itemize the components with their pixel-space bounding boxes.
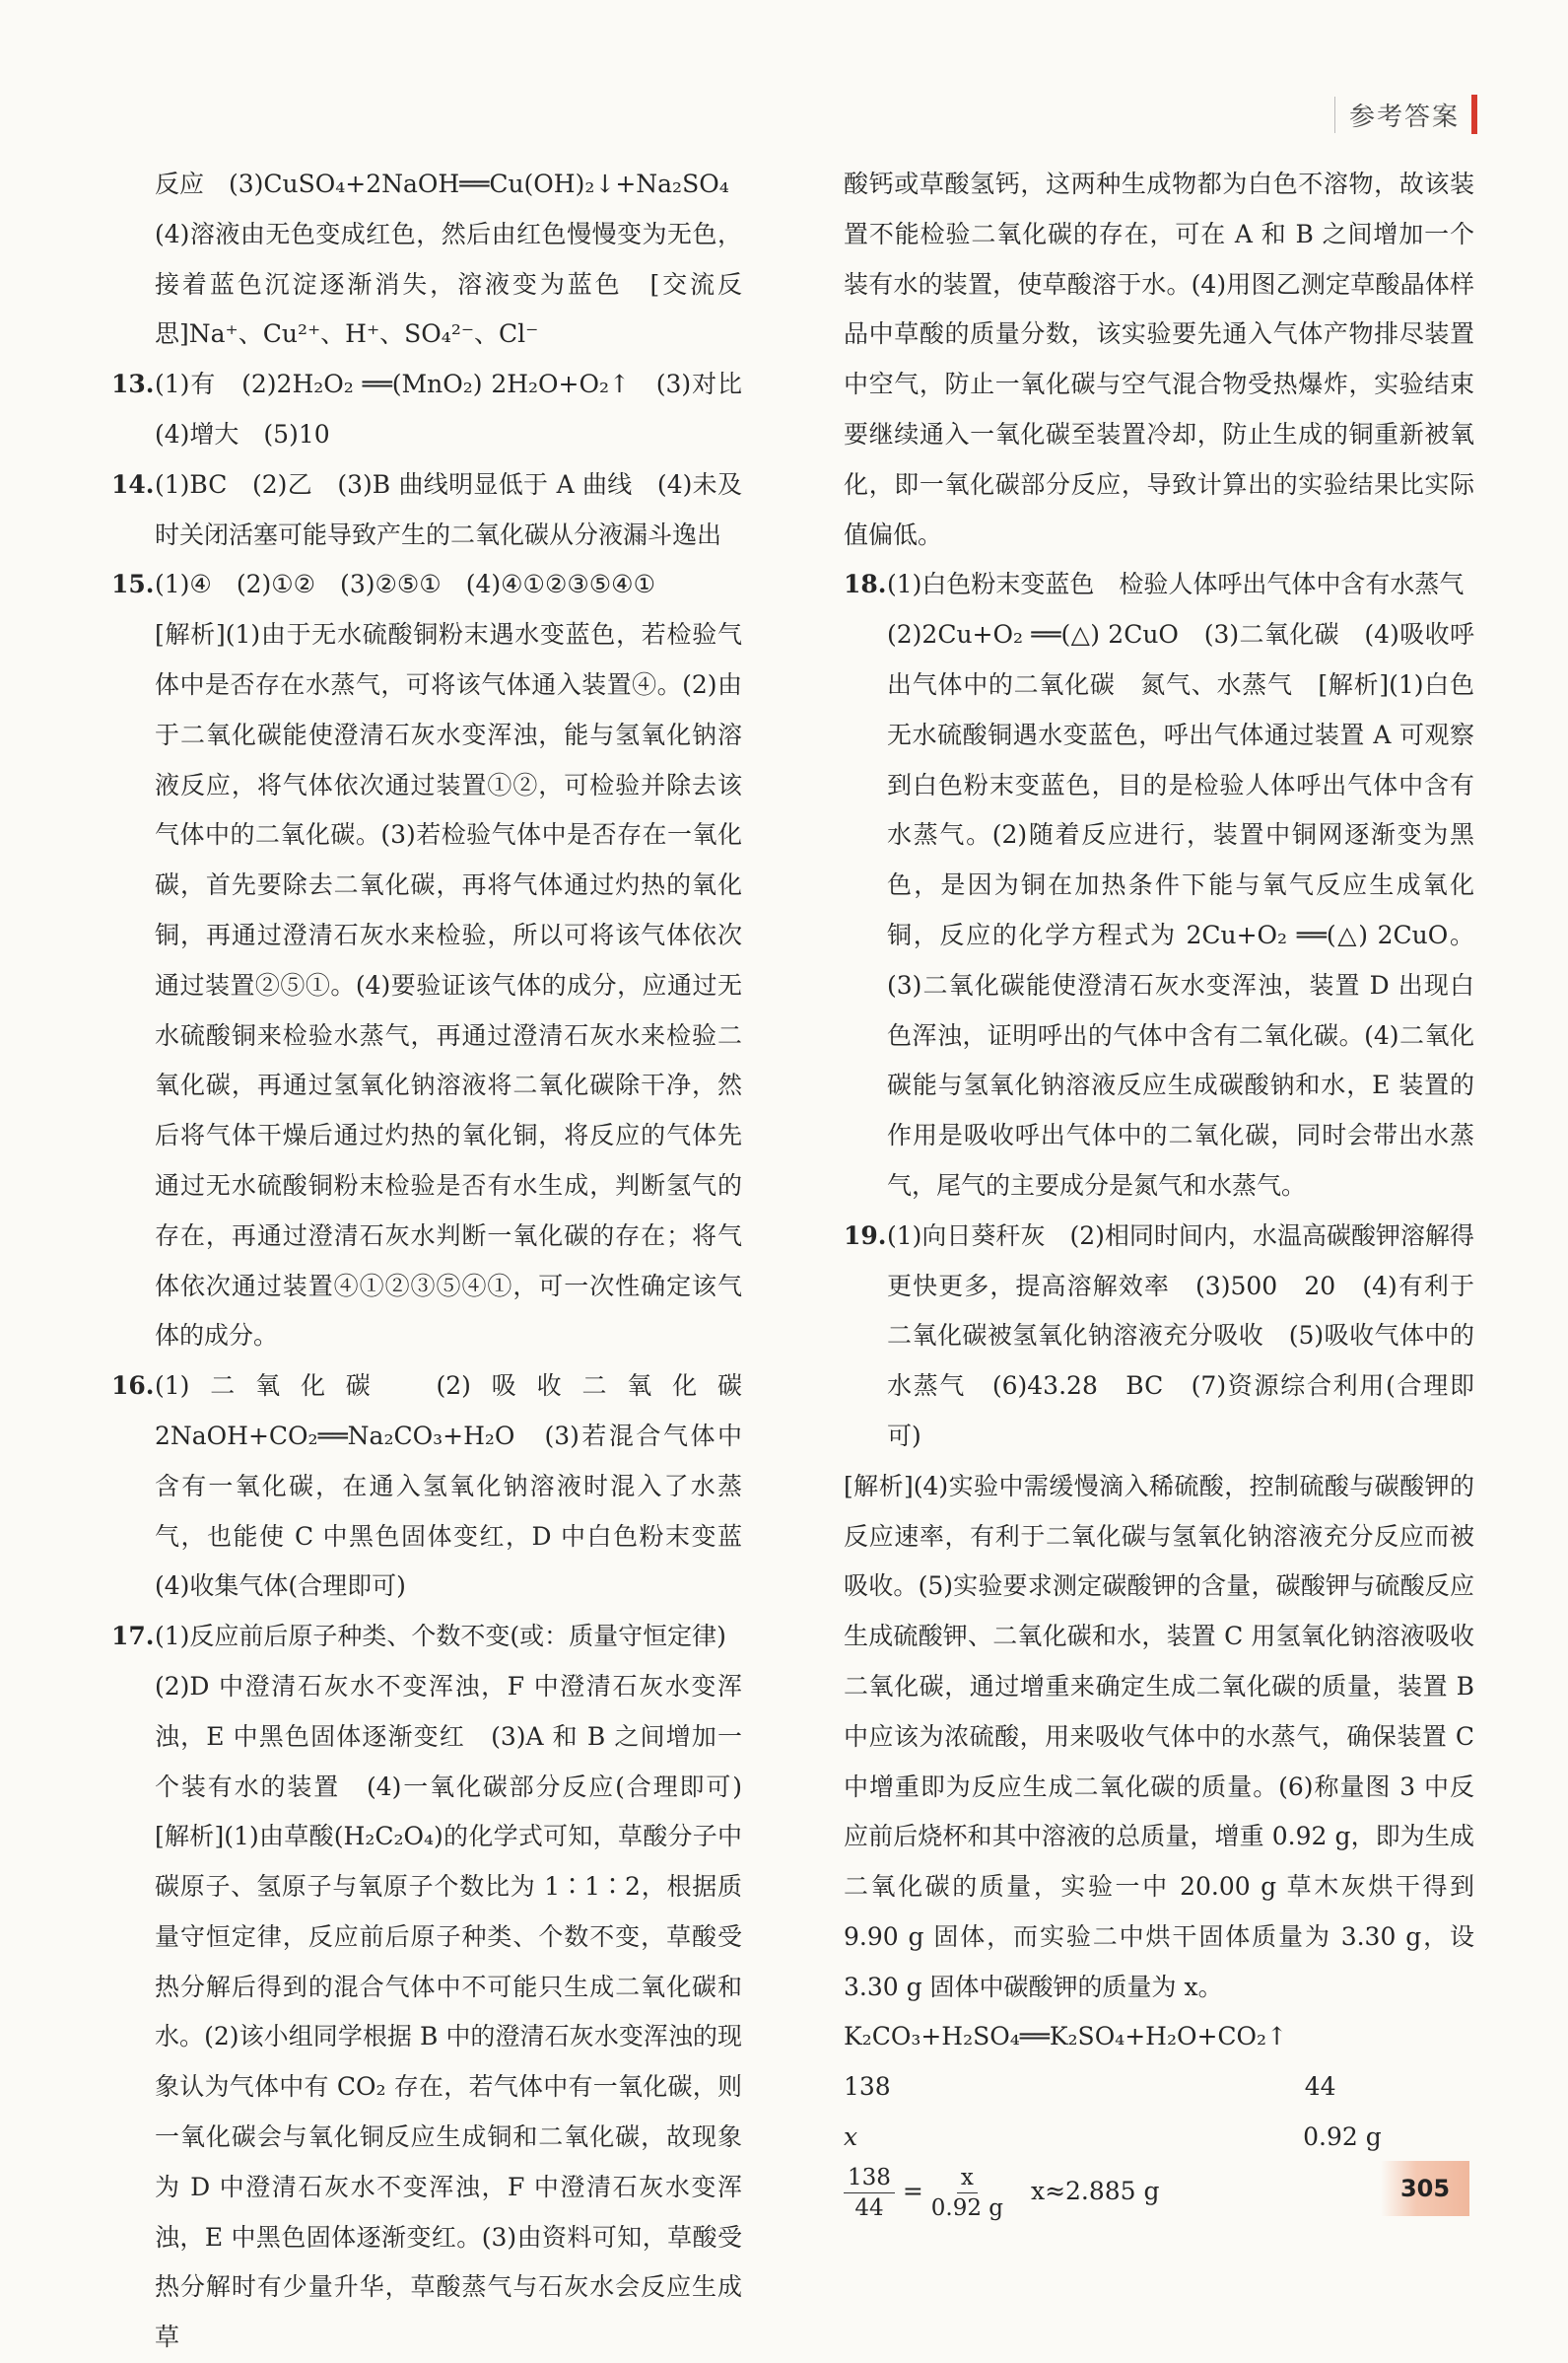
question-16: 16.(1)二氧化碳 (2)吸收二氧化碳 2NaOH+CO₂══Na₂CO₃+H₂O (3)若混合气体中含有一氧化碳，在通入氢氧化钠溶液时混入了水蒸气，也能使 C 中黑色固体变红，D 中白色粉末变蓝 (4)收集气体(合理即可) (111, 1371, 768, 1601)
analysis-15: [解析](1)由于无水硫酸铜粉末遇水变蓝色，若检验气体中是否存在水蒸气，可将该气体通入装置④。(2)由于二氧化碳能使澄清石灰水变浑浊，能与氢氧化钠溶液反应，将气体依次通过装置①②，可检验并除去该气体中的二氧化碳。(3)若检验气体中是否存在一氧化碳，首先要除去二氧化碳，再将气体通过灼热的氧化铜，再通过澄清石灰水来检验，所以可将该气体依次通过装置②⑤①。(4)要验证该气体的成分，应通过无水硫酸铜来检验水蒸气，再通过澄清石灰水来检验二氧化碳，再通过氢氧化钠溶液将二氧化碳除干净，然后将气体干燥后通过灼热的氧化铜，将反应的气体先通过无水硫酸铜粉末检验是否有水生成，判断氢气的存在，再通过澄清石灰水判断一氧化碳的存在；将气体依次通过装置④①②③⑤④①，可一次性确定该气体的成分。 (155, 620, 742, 1351)
fraction-left: $\frac{138}{44}$ (844, 2163, 895, 2223)
question-15: 15.(1)④ (2)①② (3)②⑤① (4)④①②③⑤④① (111, 570, 656, 599)
question-13: 13.(1)有 (2)2H₂O₂ ══(MnO₂) 2H₂O+O₂↑ (3)对比 (4)增大 (5)10 (111, 370, 768, 449)
page-number: 305 (1381, 2161, 1469, 2216)
fraction-right: $\frac{x}{0.92 g}$ (930, 2164, 1004, 2221)
mass-unknown-row: x 0.92 g (844, 2122, 1382, 2152)
question-14: 14.(1)BC (2)乙 (3)B 曲线明显低于 A 曲线 (4)未及时关闭活塞可能导致产生的二氧化碳从分液漏斗逸出 (111, 469, 742, 549)
mass-ratio-row: 138 44 (844, 2072, 1336, 2102)
answer-17-continued: (2)D 中澄清石灰水不变浑浊，F 中澄清石灰水变浑浊，E 中黑色固体逐渐变红 (3)A 和 B 之间增加一个装有水的装置 (4)一氧化碳部分反应(合理即可) [解析](1)由草酸(H₂C₂O₄)的化学式可知，草酸分子中碳原子、氢原子与氧原子个数比为 1∶1∶2，根据质量守恒定律，反应前后原子种类、个数不变，草酸受热分解后得到的混合气体中不可能只生成二氧化碳和水。(2)该小组同学根据 B 中的澄清石灰水变浑浊的现象认为气体中有 CO₂ 存在，若气体中有一氧化碳，则一氧化碳会与氧化铜反应生成铜和二氧化碳，故现象为 D 中澄清石灰水不变浑浊，F 中澄清石灰水变浑浊，E 中黑色固体逐渐变红。(3)由资料可知，草酸受热分解时有少量升华，草酸蒸气与石灰水会反应生成草 (155, 1671, 768, 2352)
result-value: x≈2.885 g (1030, 2176, 1160, 2205)
answer-paragraph: (4)溶液由无色变成红色，然后由红色慢慢变为无色，接着蓝色沉淀逐渐消失，溶液变为蓝色 [交流反思]Na⁺、Cu²⁺、H⁺、SO₄²⁻、Cl⁻ (155, 219, 742, 349)
header-title: 参考答案 (1334, 97, 1460, 133)
answer-17-tail: 酸钙或草酸氢钙，这两种生成物都为白色不溶物，故该装置不能检验二氧化碳的存在，可在 A 和 B 之间增加一个装有水的装置，使草酸溶于水。(4)用图乙测定草酸晶体样品中草酸的质量分数，该实验要先通入气体产物排尽装置中空气，防止一氧化碳与空气混合物受热爆炸，实验结束要继续通入一氧化碳至装置冷却，防止生成的铜重新被氧化，即一氧化碳部分反应，导致计算出的实验结果比实际值偏低。 (844, 170, 1474, 549)
proportion-equation: $\frac{138}{44}$ = $\frac{x}{0.92 g}$ x≈2.885 g (844, 2163, 1474, 2223)
question-18: 18.(1)白色粉末变蓝色 检验人体呼出气体中含有水蒸气 (844, 570, 1465, 599)
question-19: 19.(1)向日葵秆灰 (2)相同时间内，水温高碳酸钾溶解得更快更多，提高溶解效率 (3)500 20 (4)有利于二氧化碳被氢氧化钠溶液充分吸收 (5)吸收气体中的水蒸气 (6)43.28 BC (7)资源综合利用(合理即可) (844, 1220, 1474, 1450)
question-17: 17.(1)反应前后原子种类、个数不变(或：质量守恒定律) (111, 1622, 726, 1651)
answer-paragraph: 反应 (3)CuSO₄+2NaOH══Cu(OH)₂↓+Na₂SO₄ (155, 170, 729, 198)
left-column (111, 160, 768, 2363)
page-header (1334, 95, 1477, 134)
right-column (844, 160, 1474, 2223)
chemical-equation: K₂CO₃+H₂SO₄══K₂SO₄+H₂O+CO₂↑ (844, 2022, 1288, 2051)
analysis-19: [解析](4)实验中需缓慢滴入稀硫酸，控制硫酸与碳酸钾的反应速率，有利于二氧化碳与氢氧化钠溶液充分反应而被吸收。(5)实验要求测定碳酸钾的含量，碳酸钾与硫酸反应生成硫酸钾、二氧化碳和水，装置 C 用氢氧化钠溶液吸收二氧化碳，通过增重来确定生成二氧化碳的质量，装置 B 中应该为浓硫酸，用来吸收气体中的水蒸气，确保装置 C 中增重即为反应生成二氧化碳的质量。(6)称量图 3 中反应前后烧杯和其中溶液的总质量，增重 0.92 g，即为生成二氧化碳的质量，实验一中 20.00 g 草木灰烘干得到 9.90 g 固体，而实验二中烘干固体质量为 3.30 g，设 3.30 g 固体中碳酸钾的质量为 x。 (844, 1471, 1474, 2001)
answer-18-continued: (2)2Cu+O₂ ══(△) 2CuO (3)二氧化碳 (4)吸收呼出气体中的二氧化碳 氮气、水蒸气 [解析](1)白色无水硫酸铜遇水变蓝色，呼出气体通过装置 A 可观察到白色粉末变蓝色，目的是检验人体呼出气体中含有水蒸气。(2)随着反应进行，装置中铜网逐渐变为黑色，是因为铜在加热条件下能与氧气反应生成氧化铜，反应的化学方程式为 2Cu+O₂ ══(△) 2CuO。(3)二氧化碳能使澄清石灰水变浑浊，装置 D 出现白色浑浊，证明呼出的气体中含有二氧化碳。(4)二氧化碳能与氢氧化钠溶液反应生成碳酸钠和水，E 装置的作用是吸收呼出气体中的二氧化碳，同时会带出水蒸气，尾气的主要成分是氮气和水蒸气。 (887, 620, 1474, 1200)
header-accent-bar (1471, 95, 1477, 134)
